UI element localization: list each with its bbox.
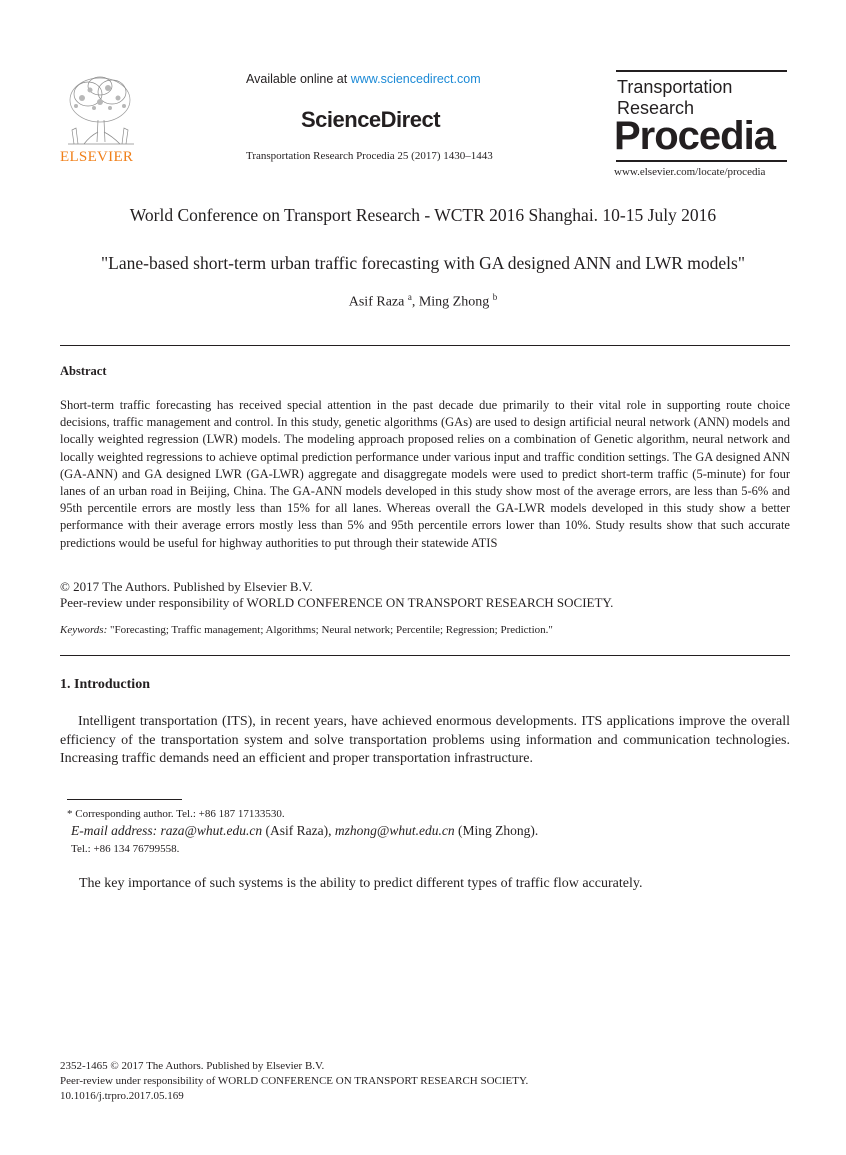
footer-doi[interactable]: 10.1016/j.trpro.2017.05.169 (60, 1090, 184, 1102)
email-footnote (71, 823, 538, 839)
second-telephone-note: Tel.: +86 134 76799558. (71, 843, 180, 855)
author-separator: , (411, 294, 419, 310)
author-name: Ming Zhong (418, 294, 490, 310)
sciencedirect-link[interactable]: www.sciencedirect.com (350, 72, 481, 86)
footer-issn: 2352-1465 © 2017 The Authors. Published by Elsevier B.V. (60, 1060, 325, 1072)
peer-review-line: Peer-review under responsibility of WORLD CONFERENCE ON TRANSPORT RESEARCH SOCIETY. (60, 595, 614, 610)
continuation-paragraph: The key importance of such systems is the ability to predict different types of traffic flow accurately. (79, 876, 643, 891)
paper-title: "Lane-based short-term urban traffic forecasting with GA designed ANN and LWR models" (101, 253, 745, 273)
elsevier-wordmark: ELSEVIER (60, 149, 134, 165)
introduction-paragraph: Intelligent transportation (ITS), in recent years, have achieved enormous developments. ITS applications improve the overall efficiency of the transportation system and solve transportation problems using information and communication technologies. Increasing traffic demands need an efficient and proper transportation infrastructure. (60, 714, 790, 766)
footnote-rule (67, 799, 182, 800)
section-divider (60, 655, 790, 656)
journal-title-line3: Procedia (614, 114, 775, 158)
section-divider (60, 345, 790, 346)
abstract-body: Short-term traffic forecasting has received special attention in the past decade due primarily to their vital role in supporting route choice decisions, traffic management and control. In this study, genetic algorithms (GAs) are used to design artificial neural network (ANN) models and locally weighted regression (LWR) models. The modeling approach proposed relies on a combination of Genetic algorithm, neural network and locally weighted regressions to achieve optimal prediction performance under various input and traffic condition settings. The GA designed ANN (GA-ANN) and GA designed LWR (GA-LWR) aggregate and disaggregate models were used to predict short-term traffic (5-minute) for four lanes of an urban road in Beijing, China. The GA-ANN models developed in this study show most of the average errors, are less than 5-6% and 95th percentile errors are mostly less than 15% for all lanes. Whereas overall the GA-LWR models developed in this study show a better performance with their average errors mostly less than 5% and 95th percentile errors lower than 10%. Study results show that such accurate predictions would be useful for highway authorities to put through their statewide ATIS (60, 398, 790, 550)
journal-logo-rule-bottom (616, 160, 787, 162)
email-owner: (Ming Zhong). (454, 823, 539, 838)
email-link[interactable]: mzhong@whut.edu.cn (334, 823, 455, 838)
conference-line: World Conference on Transport Research - WCTR 2016 Shanghai. 10-15 July 2016 (129, 205, 717, 225)
journal-citation: Transportation Research Procedia 25 (2017) 1430–1443 (246, 150, 493, 162)
available-online-label: Available online at (246, 72, 351, 86)
abstract-heading: Abstract (60, 364, 107, 378)
keywords-label: Keywords: (60, 624, 108, 636)
author-affiliation: b (492, 292, 498, 302)
keywords-line (60, 624, 553, 636)
author-name: Asif Raza (348, 294, 405, 310)
journal-logo-rule-top (616, 70, 787, 72)
email-label: E-mail address: (71, 823, 161, 838)
keywords-list: "Forecasting; Traffic management; Algorithms; Neural network; Percentile; Regression; Prediction." (107, 624, 553, 636)
email-link[interactable]: raza@whut.edu.cn (160, 823, 263, 838)
copyright-line: © 2017 The Authors. Published by Elsevier B.V. (60, 579, 313, 594)
journal-url[interactable]: www.elsevier.com/locate/procedia (614, 166, 766, 178)
available-online (246, 72, 481, 86)
corresponding-author-note: * Corresponding author. Tel.: +86 187 17133530. (67, 808, 285, 820)
journal-title-line1: Transportation (617, 77, 733, 97)
journal-title-line2: Research (617, 98, 695, 118)
author-list (0, 292, 846, 311)
sciencedirect-brand: ScienceDirect (301, 107, 441, 132)
email-owner: (Asif Raza), (262, 823, 335, 838)
introduction-heading: 1. Introduction (60, 677, 150, 692)
author-affiliation: a (407, 292, 412, 302)
footer-peer-review: Peer-review under responsibility of WORLD CONFERENCE ON TRANSPORT RESEARCH SOCIETY. (60, 1075, 529, 1087)
